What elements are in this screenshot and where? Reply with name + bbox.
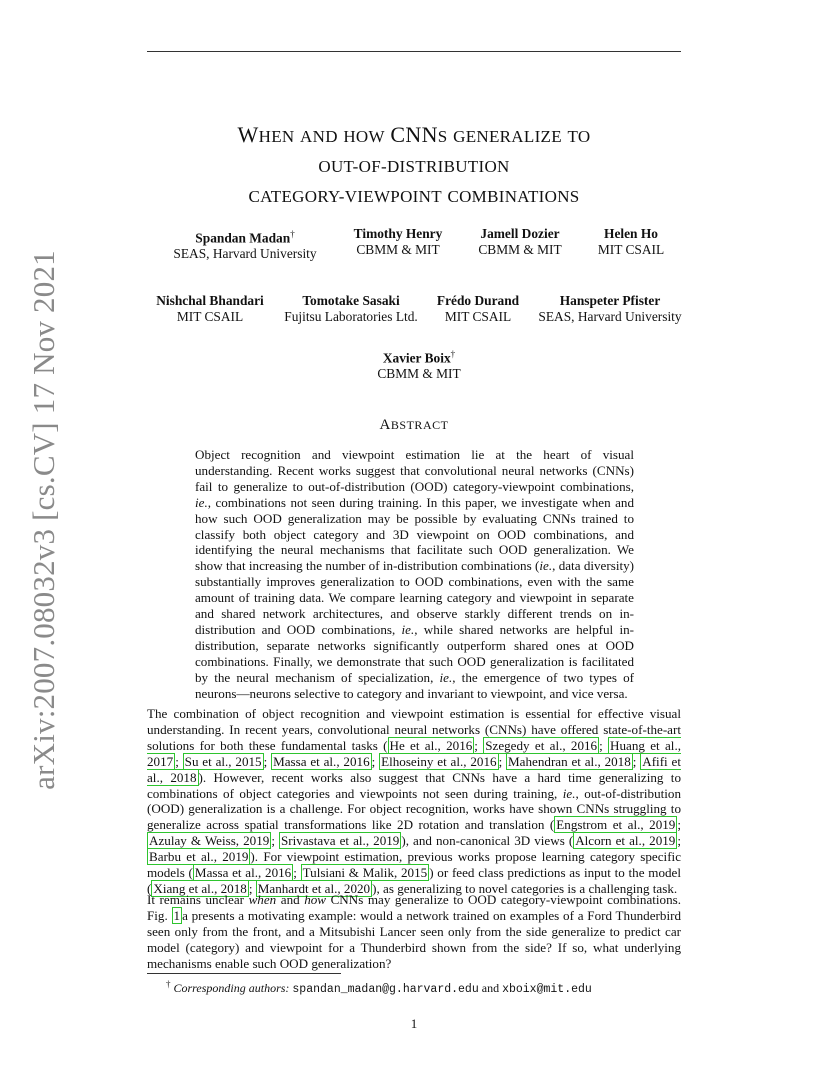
citation-link[interactable]: Alcorn et al., 2019: [575, 833, 676, 849]
author-name: Xavier Boix†: [382, 349, 456, 366]
author-affiliation: CBMM & MIT: [377, 366, 461, 382]
footnote-rule: [147, 973, 341, 974]
intro-paragraph-2: It remains unclear when and how CNNs may generalize to OOD category-viewpoint combinations. Fig. 1 a presents a motivating example: would a network trained on examples of a Ford Thunderbird seen only from the front, and a Mitsubishi Lancer seen only from the side generalize to predict car model (category) and viewpoint for a Thunderbird shown from the side? If so, what underlying mechanisms enable such OOD generalization?: [147, 892, 682, 971]
author-block: [354, 226, 443, 258]
email-link[interactable]: spandan_madan@g.harvard.edu: [292, 983, 479, 996]
author-block: [478, 226, 561, 258]
citation-link[interactable]: Szegedy et al., 2016: [485, 737, 598, 753]
title-line-1: WHEN AND HOW CNNS GENERALIZE TO: [237, 122, 591, 147]
author-affiliation: MIT CSAIL: [444, 309, 512, 324]
citation-link[interactable]: Huang et al., 2017: [147, 737, 681, 769]
author-affiliation: Fujitsu Laboratories Ltd.: [284, 309, 418, 324]
header-rule: [147, 51, 681, 52]
author-name: Jamell Dozier: [480, 226, 560, 241]
email-link[interactable]: xboix@mit.edu: [502, 983, 592, 996]
footnote: † Corresponding authors: spandan_madan@g.harvard.edu and xboix@mit.edu: [166, 979, 592, 996]
author-name: Frédo Durand: [436, 293, 520, 308]
citation-link[interactable]: Engstrom et al., 2019: [556, 817, 676, 833]
author-name: Nishchal Bhandari: [156, 293, 264, 308]
author-name: Hanspeter Pfister: [559, 293, 661, 308]
author-affiliation: CBMM & MIT: [478, 242, 562, 257]
author-affiliation: CBMM & MIT: [356, 242, 440, 257]
author-block: [173, 226, 316, 262]
title-line-3: CATEGORY-VIEWPOINT COMBINATIONS: [248, 187, 580, 206]
arxiv-identifier[interactable]: arXiv:2007.08032v3 [cs.CV] 17 Nov 2021: [26, 250, 61, 790]
author-affiliation: SEAS, Harvard University: [538, 309, 682, 324]
author-block: [437, 293, 519, 325]
citation-link[interactable]: Mahendran et al., 2018: [508, 753, 631, 769]
citation-link[interactable]: Massa et al., 2016: [194, 865, 292, 881]
author-name: Helen Ho: [604, 226, 658, 241]
author-name: Timothy Henry: [353, 226, 443, 241]
abstract-text: Object recognition and viewpoint estimation lie at the heart of visual understanding. Recent works suggest that convolutional neural networks (CNNs) fail to generalize to out-of-distribution (OOD) category-viewpoint combinations, ie., combinations not seen during training. In this paper, we investigate when and how such OOD generalization may be possible by evaluating CNNs trained to classify both object category and 3D viewpoint on OOD combinations, and identifying the neural mechanisms that facilitate such OOD generalization. We show that increasing the number of in-distribution combinations (ie., data diversity) substantially improves generalization to OOD combinations, even with the same amount of training data. We compare learning category and viewpoint in separate and shared network architectures, and observe starkly different trends on in-distribution and OOD combinations, ie., while shared networks are helpful in-distribution, separate networks significantly outperform shared ones at OOD combinations. Finally, we demonstrate that such OOD generalization is facilitated by the neural mechanism of specialization, ie., the emergence of two types of neurons—neurons selective to category and invariant to viewpoint, and vice versa.: [195, 447, 635, 701]
citation-link[interactable]: Afifi et al., 2018: [147, 753, 681, 785]
author-name: Spandan Madan†: [195, 229, 295, 246]
citation-link[interactable]: Manhardt et al., 2020: [257, 880, 371, 896]
intro-paragraph-1: The combination of object recognition and viewpoint estimation is essential for effective visual understanding. In recent years, convolutional neural networks (CNNs) have offered state-of-the-art solutions for both these fundamental tasks ( He et al., 2016 ; Szegedy et al., 2016 ; Huang et al., 2017 ; Su et al., 2015 ; Massa et al., 2016 ; Elhoseiny et al., 2016 ; Mahendran et al., 2018 ; Afifi et al., 2018 ). However, recent works also suggest that CNNs have a hard time generalizing to combinations of object categories and viewpoints not seen during training, ie., out-of-distribution (OOD) generalization is a challenge. For object recognition, works have shown CNNs struggling to generalize across spatial transformations like 2D rotation and translation ( Engstrom et al., 2019 ; Azulay & Weiss, 2019 ; Srivastava et al., 2019 ), and non-canonical 3D views ( Alcorn et al., 2019 ; Barbu et al., 2019 ). For viewpoint estimation, previous works propose learning category specific models ( Massa et al., 2016 ; Tulsiani & Malik, 2015 ) or feed class predictions as input to the model ( Xiang et al., 2018 ; Manhardt et al., 2020 ), as generalizing to novel categories is a challenging task.: [147, 706, 682, 896]
author-block: [598, 226, 664, 258]
abstract-heading: ABSTRACT: [379, 417, 449, 433]
author-affiliation: MIT CSAIL: [176, 309, 244, 324]
citation-link[interactable]: Azulay & Weiss, 2019: [149, 833, 270, 849]
author-name: Tomotake Sasaki: [302, 293, 400, 308]
citation-link[interactable]: Elhoseiny et al., 2016: [381, 753, 497, 769]
citation-link[interactable]: Xiang et al., 2018: [153, 880, 247, 896]
citation-link[interactable]: Su et al., 2015: [184, 753, 262, 769]
author-block: [377, 346, 460, 382]
citation-link[interactable]: Barbu et al., 2019: [149, 849, 249, 865]
citation-link[interactable]: Srivastava et al., 2019: [281, 833, 400, 849]
author-affiliation: MIT CSAIL: [597, 242, 665, 257]
page-number: 1: [410, 1016, 418, 1031]
figure-ref-link[interactable]: 1: [173, 907, 181, 923]
citation-link[interactable]: Tulsiani & Malik, 2015: [302, 865, 428, 881]
citation-link[interactable]: He et al., 2016: [389, 737, 473, 753]
title-line-2: OUT-OF-DISTRIBUTION: [318, 157, 510, 176]
author-affiliation: SEAS, Harvard University: [173, 246, 317, 262]
paper-title: [147, 120, 681, 211]
author-block: [538, 293, 681, 325]
author-block: [156, 293, 264, 325]
citation-link[interactable]: Massa et al., 2016: [273, 753, 370, 769]
author-block: [284, 293, 418, 325]
